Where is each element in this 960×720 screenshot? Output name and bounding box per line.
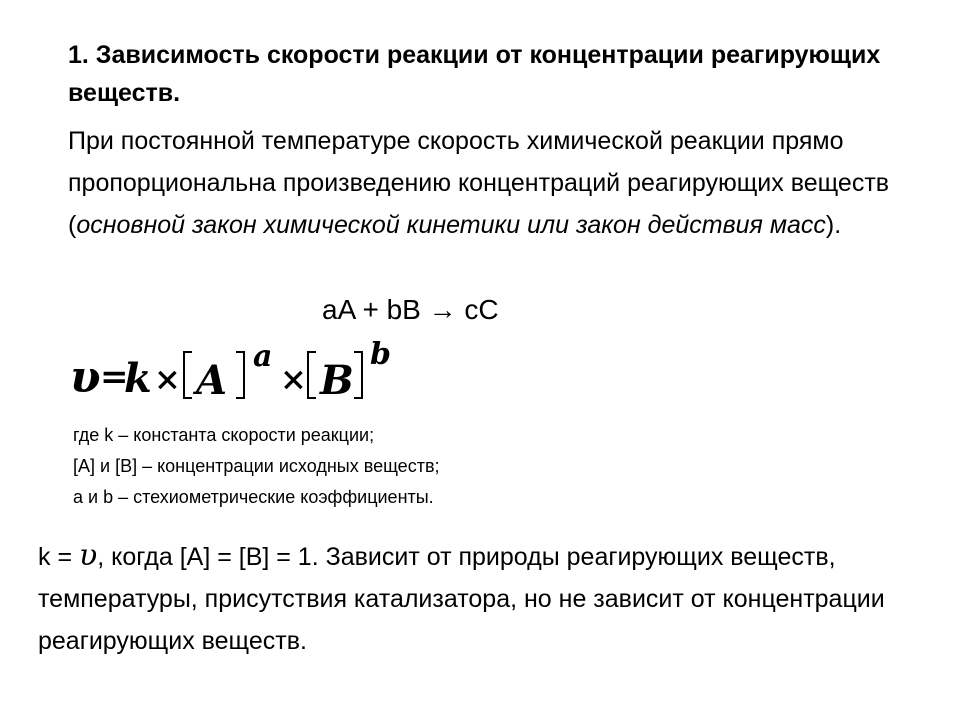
formula-bracket-right-B: [354, 352, 362, 398]
closing-text: , когда [А] = [В] = 1. Зависит от природы реагирующих веществ, температуры, присутствия катализатора, но не зависит от концентрации реагирующих веществ.: [38, 543, 885, 655]
notes-list: [73, 420, 873, 513]
closing-prefix: k =: [38, 543, 79, 571]
formula-exponent-a: a: [253, 340, 273, 374]
intro-paragraph: [68, 120, 928, 246]
closing-velocity-symbol: υ: [79, 538, 98, 573]
formula-times-2: ×: [280, 360, 307, 398]
formula-bracket-left-A: [184, 352, 192, 398]
reaction-equation: aA + bB → cC: [322, 294, 499, 325]
formula-equals-sign: =: [100, 357, 129, 397]
intro-text-after: ).: [825, 211, 842, 239]
note-line-coefficients: а и b – стехиометрические коэффициенты.: [73, 487, 434, 507]
note-line-concentrations: [А] и [В] – концентрации исходных веществ;: [73, 456, 440, 476]
intro-italic-law-name: основной закон химической кинетики или закон действия масс: [76, 211, 826, 239]
slide-heading: 1. Зависимость скорости реакции от концентрации реагирующих веществ.: [68, 41, 881, 107]
formula-A-symbol: A: [196, 357, 228, 404]
formula-bracket-left-B: [308, 352, 316, 398]
intro-text-before: При постоянной температуре скорость химической реакции прямо пропорциональна произведению концентраций реагирующих веществ (: [68, 127, 890, 239]
note-line-rate-constant: где k – константа скорости реакции;: [73, 425, 375, 445]
rate-law-formula: [68, 340, 398, 410]
formula-bracket-right-A: [236, 352, 244, 398]
formula-exponent-b: b: [370, 340, 391, 372]
formula-k-symbol: k: [124, 355, 152, 402]
closing-paragraph: [38, 535, 938, 662]
formula-times-1: ×: [154, 360, 181, 398]
formula-velocity-symbol: υ: [70, 352, 101, 403]
formula-B-symbol: B: [320, 357, 354, 404]
